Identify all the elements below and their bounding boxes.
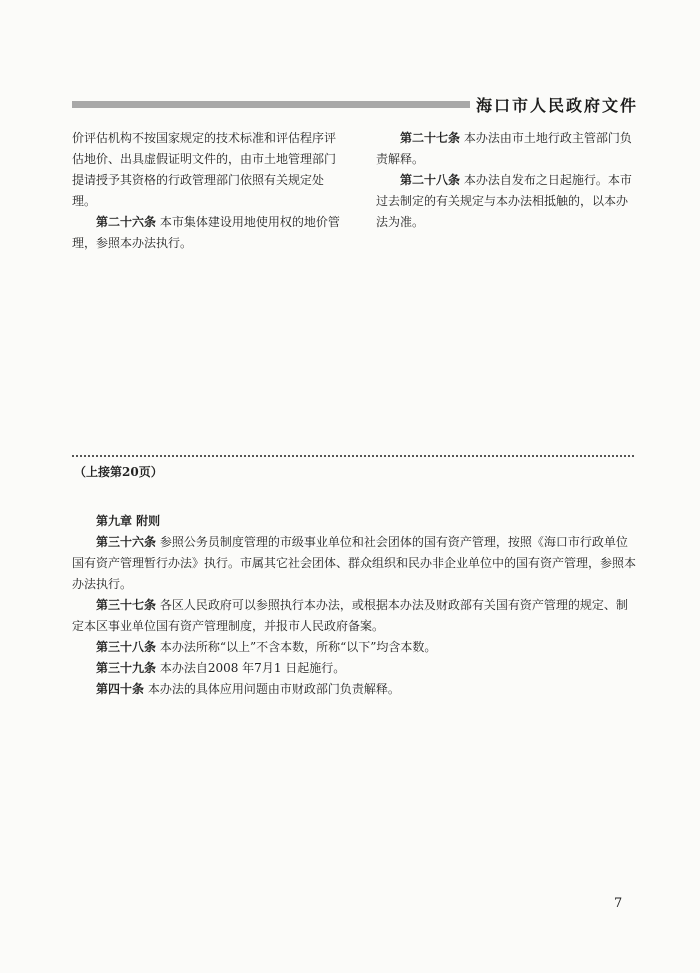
chapter-heading: 第九章 附则 <box>96 514 161 528</box>
article-label: 第二十七条 <box>400 131 461 145</box>
paragraph <box>72 637 638 658</box>
page-number: 7 <box>614 896 623 911</box>
paragraph <box>376 170 638 233</box>
paragraph-text: 本市集体建设用地使用权的地价管理，参照本办法执行。 <box>72 215 340 250</box>
left-column <box>72 128 340 254</box>
paragraph-text: 价评估机构不按国家规定的技术标准和评估程序评估地价、出具虚假证明文件的，由市土地管理部门提请授予其资格的行政管理部门依照有关规定处理。 <box>72 131 337 208</box>
paragraph-text: 本办法自2008 年7月1 日起施行。 <box>156 661 346 675</box>
paragraph-text: 本办法的具体应用问题由市财政部门负责解释。 <box>144 682 400 696</box>
paragraph <box>376 128 638 170</box>
paragraph <box>72 532 638 595</box>
paragraph <box>72 658 638 679</box>
paragraph <box>72 212 340 254</box>
paragraph-text: 参照公务员制度管理的市级事业单位和社会团体的国有资产管理，按照《海口市行政单位国有资产管理暂行办法》执行。市属其它社会团体、群众组织和民办非企业单位中的国有资产管理，参照本办法执行。 <box>72 535 637 591</box>
dotted-separator <box>72 455 634 457</box>
article-label: 第二十六条 <box>96 215 157 229</box>
article-label: 第三十八条 <box>96 640 157 654</box>
article-label: 第四十条 <box>96 682 145 696</box>
paragraph-text: 本办法由市土地行政主管部门负责解释。 <box>376 131 632 166</box>
lower-section <box>72 511 638 700</box>
right-column <box>376 128 638 233</box>
paragraph <box>72 128 340 212</box>
continued-note: （上接第20页） <box>74 465 163 479</box>
article-label: 第三十六条 <box>96 535 157 549</box>
paragraph <box>72 595 638 637</box>
paragraph-text: 各区人民政府可以参照执行本办法，或根据本办法及财政部有关国有资产管理的规定、制定本区事业单位国有资产管理制度，并报市人民政府备案。 <box>72 598 628 633</box>
paragraph-text: 本办法自发布之日起施行。本市过去制定的有关规定与本办法相抵触的，以本办法为准。 <box>376 173 632 229</box>
paragraph <box>72 679 638 700</box>
article-label: 第三十七条 <box>96 598 157 612</box>
header-rule <box>72 101 470 108</box>
paragraph-text: 本办法所称“以上”不含本数，所称“以下”均含本数。 <box>156 640 437 654</box>
document-header-title: 海口市人民政府文件 <box>476 96 639 115</box>
article-label: 第二十八条 <box>400 173 461 187</box>
article-label: 第三十九条 <box>96 661 157 675</box>
